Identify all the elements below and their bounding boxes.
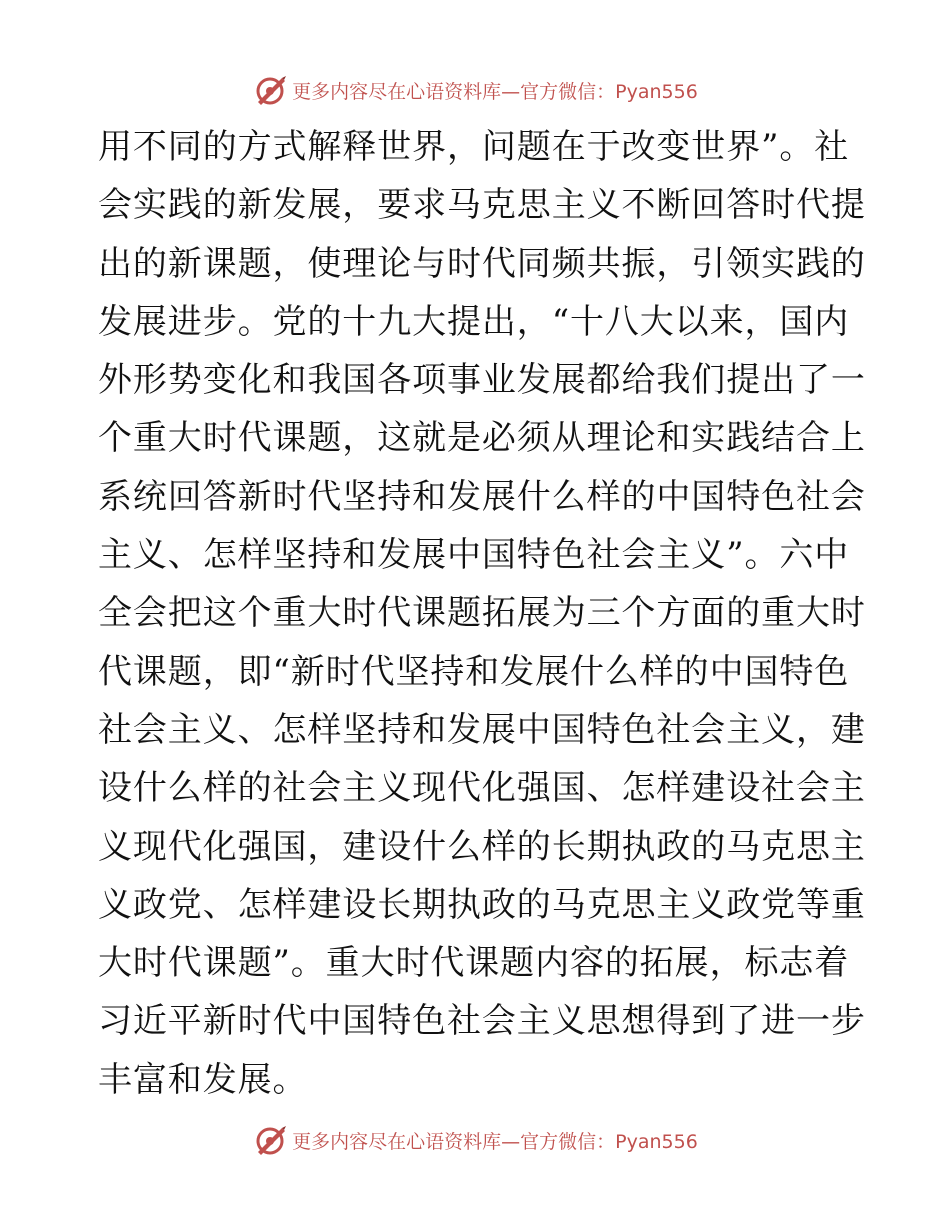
text-line: 发展进步。党的十九大提出，“十八大以来，国内: [98, 301, 850, 342]
text-line: 义现代化强国，建设什么样的长期执政的马克思主: [98, 826, 866, 867]
header-banner: [0, 70, 950, 110]
text-line: 外形势变化和我国各项事业发展都给我们提出了一: [98, 360, 866, 401]
text-line: 代课题，即“新时代坚持和发展什么样的中国特色: [98, 651, 850, 692]
text-line: 用不同的方式解释世界，问题在于改变世界”。社: [98, 127, 850, 167]
text-line: 会实践的新发展，要求马克思主义不断回答时代提: [98, 185, 866, 226]
text-line: 社会主义、怎样坚持和发展中国特色社会主义，建: [98, 709, 866, 750]
header-banner-text: 更多内容尽在心语资料库—官方微信：Pyan556: [292, 80, 698, 103]
text-line: 全会把这个重大时代课题拓展为三个方面的重大时: [98, 593, 866, 634]
text-line: 丰富和发展。: [98, 1059, 308, 1100]
footer-banner-text: 更多内容尽在心语资料库—官方微信：Pyan556: [292, 1130, 698, 1153]
text-line: 设什么样的社会主义现代化强国、怎样建设社会主: [98, 768, 866, 809]
text-line: 习近平新时代中国特色社会主义思想得到了进一步: [98, 1001, 866, 1042]
document-body: [98, 118, 866, 1109]
text-line: 主义、怎样坚持和发展中国特色社会主义”。六中: [98, 535, 850, 576]
text-line: 义政党、怎样建设长期执政的马克思主义政党等重: [98, 884, 866, 925]
footer-banner: [0, 1120, 950, 1160]
pen-circle-logo-icon: [252, 72, 288, 108]
text-line: 出的新课题，使理论与时代同频共振，引领实践的: [98, 243, 866, 284]
pen-circle-logo-icon: [252, 1122, 288, 1158]
text-line: 个重大时代课题，这就是必须从理论和实践结合上: [98, 418, 866, 459]
text-line: 系统回答新时代坚持和发展什么样的中国特色社会: [98, 476, 866, 517]
text-line: 大时代课题”。重大时代课题内容的拓展，标志着: [98, 943, 850, 984]
